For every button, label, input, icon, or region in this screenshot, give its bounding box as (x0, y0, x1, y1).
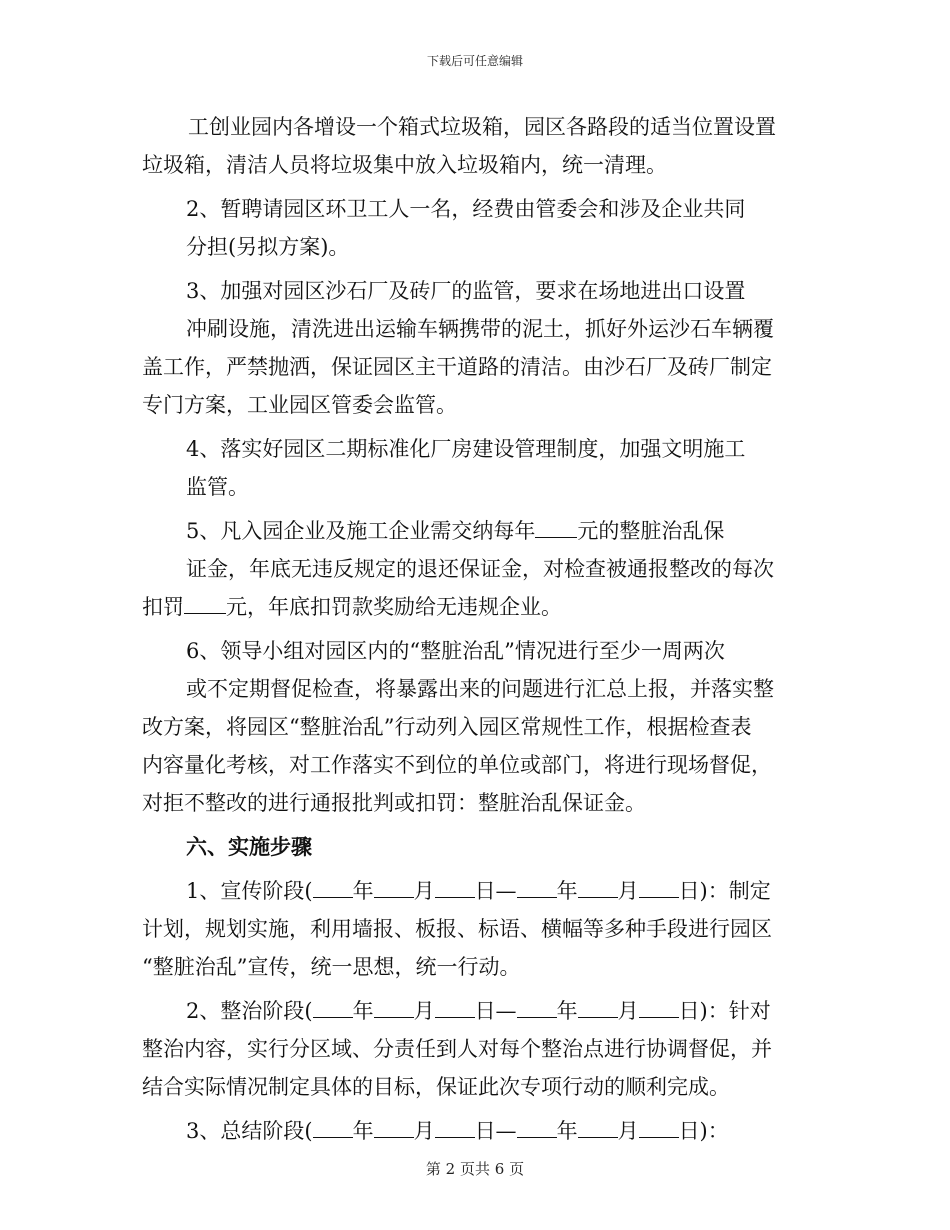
item5-line1 (142, 512, 808, 550)
step2-tail: 针对 (728, 999, 771, 1023)
item5-text-d: 元，年底扣罚款奖励给无违规企业。 (226, 595, 562, 619)
blank-field (435, 995, 475, 1018)
blank-field (517, 1115, 557, 1138)
blank-field (517, 995, 557, 1018)
step3-year2: 年 (556, 1119, 578, 1143)
blank-field (374, 1115, 414, 1138)
step2-month2: 月 (617, 999, 639, 1023)
step2-line1 (142, 992, 808, 1030)
blank-field (374, 995, 414, 1018)
blank-field (435, 1115, 475, 1138)
step1-tail: 制定 (728, 879, 771, 903)
blank-field (374, 875, 414, 898)
page-header: 下载后可任意编辑 (426, 54, 523, 68)
step3-month: 月 (413, 1119, 435, 1143)
blank-field (639, 995, 679, 1018)
step2-year2: 年 (556, 999, 578, 1023)
para0-line1: 工创业园内各增设一个箱式垃圾箱，园区各路段的适当位置设置 (188, 115, 776, 139)
step3-day-dash: 日— (474, 1119, 517, 1143)
item3-line4: 专门方案，工业园区管委会监管。 (142, 393, 457, 417)
section-heading: 六、实施步骤 (186, 834, 312, 859)
item5-line2: 证金，年底无违反规定的退还保证金，对检查被通报整改的每次 (186, 557, 774, 581)
item6-line1: 6、领导小组对园区内的“整脏治乱”情况进行至少一周两次 (186, 639, 725, 663)
blank-field (184, 591, 226, 614)
item6-line4: 内容量化考核，对工作落实不到位的单位或部门，将进行现场督促， (142, 753, 772, 777)
item3-line1: 3、加强对园区沙石厂及砖厂的监管，要求在场地进出口设置 (186, 279, 746, 303)
step2-prefix: 2、整治阶段( (186, 999, 313, 1023)
item4-line2: 监管。 (186, 475, 249, 499)
step1-line1 (142, 872, 808, 910)
step2-year: 年 (352, 999, 374, 1023)
item3-line3: 盖工作，严禁抛洒，保证园区主干道路的清洁。由沙石厂及砖厂制定 (142, 355, 772, 379)
step2-day-dash: 日— (474, 999, 517, 1023)
step2-day-close: 日)： (678, 999, 729, 1023)
blank-field (578, 995, 618, 1018)
step3-year: 年 (352, 1119, 374, 1143)
step1-prefix: 1、宣传阶段( (186, 879, 313, 903)
blank-field (435, 875, 475, 898)
item6-line2: 或不定期督促检查，将暴露出来的问题进行汇总上报，并落实整 (186, 677, 774, 701)
blank-field (639, 875, 679, 898)
blank-field (313, 995, 353, 1018)
item5-text-a: 5、凡入园企业及施工企业需交纳每年 (186, 519, 536, 543)
step1-line3: “整脏治乱”宣传，统一思想，统一行动。 (142, 955, 521, 979)
step1-year: 年 (352, 879, 374, 903)
step2-line3: 结合实际情况制定具体的目标，保证此次专项行动的顺利完成。 (142, 1075, 730, 1099)
step1-month2: 月 (617, 879, 639, 903)
blank-field (535, 515, 577, 538)
blank-field (578, 875, 618, 898)
item5-line3 (142, 588, 808, 626)
item5-text-b: 元的整脏治乱保 (577, 519, 725, 543)
step1-month: 月 (413, 879, 435, 903)
step1-day-dash: 日— (474, 879, 517, 903)
step2-month: 月 (413, 999, 435, 1023)
para0-line2: 垃圾箱，清洁人员将垃圾集中放入垃圾箱内，统一清理。 (142, 153, 667, 177)
item2-line1: 2、暂聘请园区环卫工人一名，经费由管委会和涉及企业共同 (186, 197, 746, 221)
step3-prefix: 3、总结阶段( (186, 1119, 313, 1143)
item2-line2: 分担(另拟方案)。 (186, 235, 350, 259)
step3-day-close: 日)： (678, 1119, 729, 1143)
blank-field (639, 1115, 679, 1138)
blank-field (313, 875, 353, 898)
item4-line1: 4、落实好园区二期标准化厂房建设管理制度，加强文明施工 (186, 437, 746, 461)
item6-line3: 改方案，将园区“整脏治乱”行动列入园区常规性工作，根据检查表 (142, 715, 752, 739)
item3-line2: 冲刷设施，清洗进出运输车辆携带的泥土，抓好外运沙石车辆覆 (186, 317, 774, 341)
item5-text-c: 扣罚 (142, 595, 184, 619)
step1-year2: 年 (556, 879, 578, 903)
item6-line5: 对拒不整改的进行通报批判或扣罚：整脏治乱保证金。 (142, 791, 646, 815)
step1-day-close: 日)： (678, 879, 729, 903)
blank-field (313, 1115, 353, 1138)
step1-line2: 计划，规划实施，利用墙报、板报、标语、横幅等多种手段进行园区 (142, 917, 772, 941)
blank-field (578, 1115, 618, 1138)
page-footer: 第 2 页共 6 页 (425, 1160, 525, 1178)
step2-line2: 整治内容，实行分区域、分责任到人对每个整治点进行协调督促，并 (142, 1037, 772, 1061)
blank-field (517, 875, 557, 898)
step3-line1 (142, 1112, 808, 1150)
document-body (142, 108, 808, 1150)
step3-month2: 月 (617, 1119, 639, 1143)
